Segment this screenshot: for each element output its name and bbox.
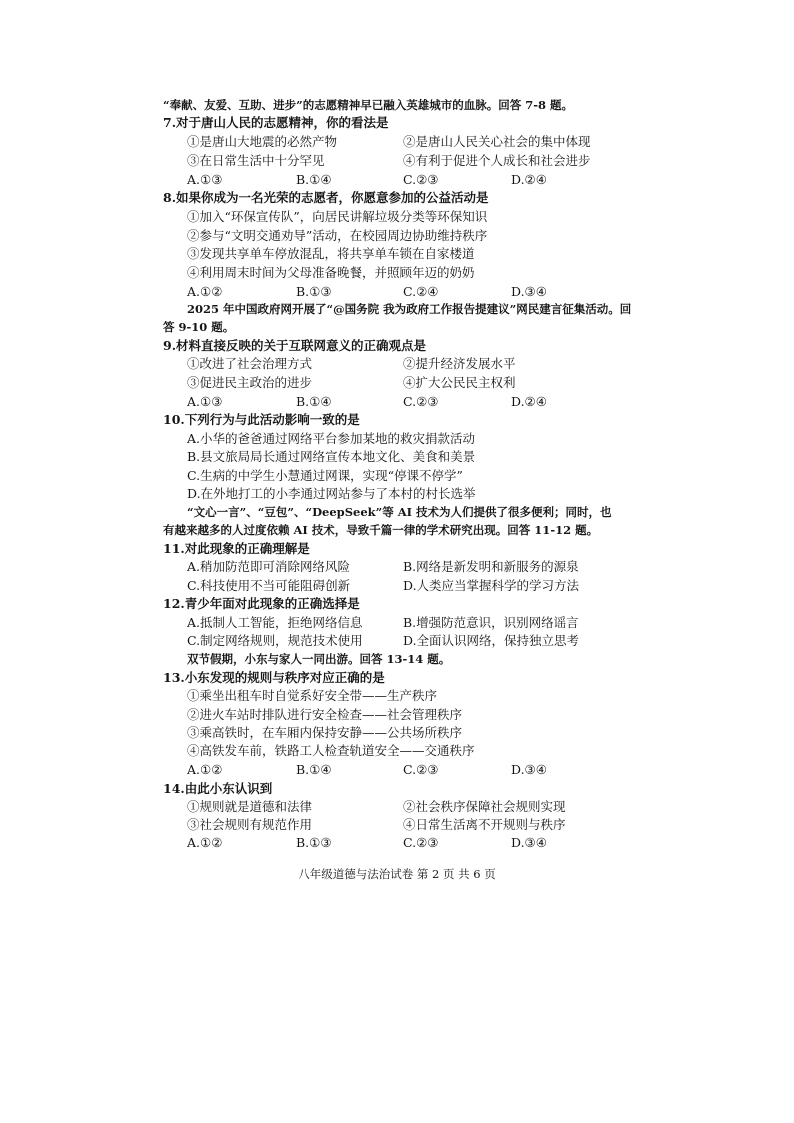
question-14-statements-row1 <box>163 798 673 816</box>
statement-3: ③乘高铁时，在车厢内保持安静——公共场所秩序 <box>187 725 463 740</box>
option-c: C.科技使用不当可能阻碍创新 <box>187 578 351 593</box>
option-b: B.①④ <box>296 394 332 409</box>
option-a: A.①② <box>187 762 223 777</box>
option-a: A.①② <box>187 284 223 299</box>
question-11-stem: 11.对此现象的正确理解是 <box>163 541 310 556</box>
material-intro-9-10: 2025 年中国政府网开展了“@国务院 我为政府工作报告提建议”网民建言征集活动。回 <box>187 302 632 316</box>
material-intro-7-8: “奉献、友爱、互助、进步”的志愿精神早已融入英雄城市的血脉。回答 7-8 题。 <box>163 98 574 112</box>
option-a: A.①② <box>187 835 223 850</box>
question-7-statements-row2 <box>163 152 673 170</box>
option-d: D.在外地打工的小李通过网站参与了本村的村长选举 <box>187 486 476 501</box>
option-a: A.稍加防范即可消除网络风险 <box>187 559 351 574</box>
statement-1: ①加入“环保宣传队”，向居民讲解垃圾分类等环保知识 <box>187 209 488 224</box>
statement-4: ④高铁发车前，铁路工人检查轨道安全——交通秩序 <box>187 743 475 758</box>
question-8-stem: 8.如果你成为一名光荣的志愿者，你愿意参加的公益活动是 <box>163 190 489 205</box>
question-9-stem: 9.材料直接反映的关于互联网意义的正确观点是 <box>163 338 427 353</box>
option-c: C.②③ <box>403 394 439 409</box>
option-b: B.①④ <box>296 172 332 187</box>
question-12-options-row2 <box>163 632 673 650</box>
statement-3: ③在日常生活中十分罕见 <box>187 153 325 168</box>
option-d: D.②④ <box>511 394 547 409</box>
statement-4: ④日常生活离不开规则与秩序 <box>403 817 566 832</box>
option-a: A.抵制人工智能，拒绝网络信息 <box>187 615 363 630</box>
question-7-statements-row1 <box>163 133 673 151</box>
option-d: D.人类应当掌握科学的学习方法 <box>403 578 580 593</box>
question-13-stem: 13.小东发现的规则与秩序对应正确的是 <box>163 670 385 685</box>
question-14-statements-row2 <box>163 816 673 834</box>
option-c: C.②③ <box>403 172 439 187</box>
statement-4: ④有利于促进个人成长和社会进步 <box>403 153 591 168</box>
material-intro-11-12-cont: 有越来越多的人过度依赖 AI 技术，导致千篇一律的学术研究出现。回答 11-12 题。 <box>163 523 599 537</box>
option-c: C.制定网络规则，规范技术使用 <box>187 633 363 648</box>
option-a: A.①③ <box>187 394 223 409</box>
option-d: D.③④ <box>511 284 547 299</box>
question-7-stem: 7.对于唐山人民的志愿精神，你的看法是 <box>163 115 389 130</box>
question-11-options-row2 <box>163 577 673 595</box>
question-12-stem: 12.青少年面对此现象的正确选择是 <box>163 596 360 611</box>
statement-4: ④利用周末时间为父母准备晚餐，并照顾年迈的奶奶 <box>187 265 475 280</box>
option-b: B.①③ <box>296 835 332 850</box>
statement-2: ②参与“文明交通劝导”活动，在校园周边协助维持秩序 <box>187 228 488 243</box>
question-9-statements-row1 <box>163 355 673 373</box>
option-d: D.③④ <box>511 835 547 850</box>
material-intro-13-14: 双节假期，小东与家人一同出游。回答 13-14 题。 <box>187 652 451 666</box>
option-c: C.②③ <box>403 762 439 777</box>
statement-1: ①是唐山大地震的必然产物 <box>187 134 338 149</box>
statement-2: ②社会秩序保障社会规则实现 <box>403 799 566 814</box>
option-c: C.生病的中学生小慧通过网课，实现“停课不停学” <box>187 468 463 483</box>
statement-1: ①改进了社会治理方式 <box>187 356 313 371</box>
option-b: B.网络是新发明和新服务的源泉 <box>403 559 579 574</box>
page-footer: 八年级道德与法治试卷 第 2 页 共 6 页 <box>298 867 496 881</box>
statement-1: ①乘坐出租车时自觉系好安全带——生产秩序 <box>187 688 438 703</box>
question-10-stem: 10.下列行为与此活动影响一致的是 <box>163 412 360 427</box>
material-intro-9-10-cont: 答 9-10 题。 <box>163 320 235 334</box>
question-9-statements-row2 <box>163 374 673 392</box>
option-a: A.小华的爸爸通过网络平台参加某地的救灾捐款活动 <box>187 431 476 446</box>
question-12-options-row1 <box>163 614 673 632</box>
option-b: B.①③ <box>296 284 332 299</box>
statement-2: ②提升经济发展水平 <box>403 356 516 371</box>
option-b: B.增强防范意识，识别网络谣言 <box>403 615 579 630</box>
statement-3: ③社会规则有规范作用 <box>187 817 313 832</box>
statement-4: ④扩大公民民主权利 <box>403 375 516 390</box>
option-d: D.③④ <box>511 762 547 777</box>
question-11-options-row1 <box>163 558 673 576</box>
material-intro-11-12: “文心一言”、“豆包”、“DeepSeek”等 AI 技术为人们提供了很多便利；同时，也 <box>187 505 612 519</box>
option-c: C.②③ <box>403 835 439 850</box>
statement-3: ③促进民主政治的进步 <box>187 375 313 390</box>
option-d: D.②④ <box>511 172 547 187</box>
statement-3: ③发现共享单车停放混乱，将共享单车锁在自家楼道 <box>187 246 475 261</box>
option-a: A.①③ <box>187 172 223 187</box>
question-14-stem: 14.由此小东认识到 <box>163 781 273 796</box>
option-b: B.①④ <box>296 762 332 777</box>
statement-2: ②是唐山人民关心社会的集中体现 <box>403 134 591 149</box>
option-d: D.全面认识网络，保持独立思考 <box>403 633 580 648</box>
option-c: C.②④ <box>403 284 439 299</box>
statement-2: ②进火车站时排队进行安全检查——社会管理秩序 <box>187 707 463 722</box>
option-b: B.县文旅局局长通过网络宣传本地文化、美食和美景 <box>187 449 476 464</box>
statement-1: ①规则就是道德和法律 <box>187 799 313 814</box>
